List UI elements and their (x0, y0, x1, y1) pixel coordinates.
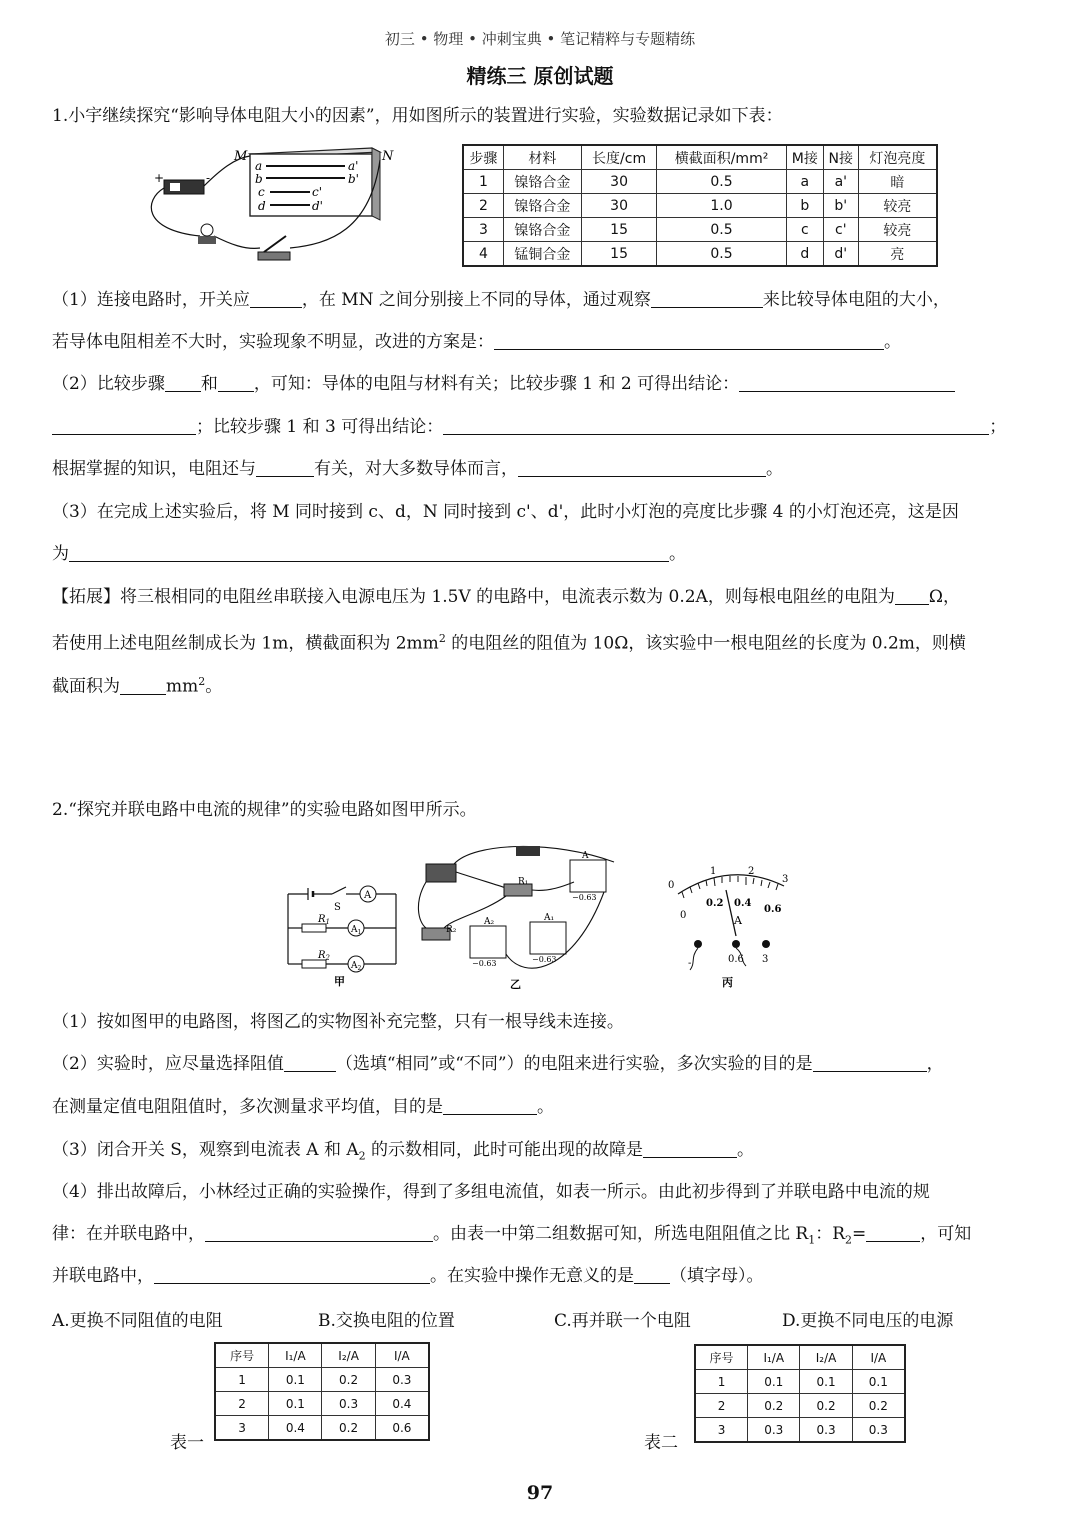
table-cell: 0.5 (657, 242, 787, 267)
text: 。 (766, 459, 783, 479)
table-header: I₁/A (748, 1345, 800, 1370)
r2-label: $R_2$ (318, 950, 330, 962)
q1-part2-line1 (52, 372, 1032, 396)
table-row (463, 218, 937, 242)
table-row (215, 1392, 429, 1416)
q2-part2-line2 (52, 1095, 1032, 1119)
dial-arc (678, 875, 784, 894)
blank[interactable] (250, 289, 302, 308)
blank[interactable] (651, 289, 763, 308)
table-cell: 30 (581, 194, 656, 218)
dial-unit: A (734, 914, 742, 927)
table-header: I₂/A (800, 1345, 852, 1370)
text: Ω， (928, 587, 960, 607)
table-cell: 3 (463, 218, 503, 242)
table-cell: 0.2 (322, 1416, 375, 1441)
switch-label: S (334, 902, 341, 913)
blank[interactable] (165, 373, 201, 392)
resistor-R2 (302, 960, 326, 968)
terminal-0.6 (732, 940, 740, 948)
label-cp: c' (312, 185, 323, 199)
terminal-3-label: 3 (762, 954, 769, 965)
table-cell: 暗 (858, 170, 937, 194)
terminal-minus-label: - (688, 958, 692, 969)
text: ， (926, 1054, 944, 1074)
table-header: 步骤 (463, 145, 503, 170)
wire-battery-lamp (151, 188, 200, 236)
text: （3）闭合开关 S，观察到电流表 A 和 A (52, 1140, 359, 1160)
table-cell: 1 (463, 170, 503, 194)
q2-part4-line1: （4）排出故障后，小林经过正确的实验操作，得到了多组电流值，如表一所示。由此初步得到了并联电路中电流的规 (52, 1182, 930, 1202)
label-N: N (382, 149, 394, 164)
text: ：R (815, 1224, 846, 1244)
q2-stem: 2.“探究并联电路中电流的规律”的实验电路如图甲所示。 (52, 800, 477, 820)
q1-stem: 1.小宇继续探究“影响导体电阻大小的因素”，用如图所示的装置进行实验，实验数据记录如下表： (52, 106, 783, 126)
q2-table2 (694, 1344, 906, 1443)
q1-part3-line2 (52, 542, 1032, 566)
table-cell: 较亮 (858, 218, 937, 242)
text: 来比较导体电阻的大小， (762, 290, 950, 310)
table-header: 材料 (503, 145, 581, 170)
text: 。由表一中第二组数据可知，所选电阻阻值之比 R (433, 1224, 809, 1244)
table1-caption: 表一 (170, 1433, 204, 1453)
text: ，在 MN 之间分别接上不同的导体，通过观察 (301, 290, 651, 310)
resistor-R1 (302, 924, 326, 932)
label-M: M (234, 149, 248, 164)
text: 并联电路中， (52, 1266, 154, 1286)
r1-label: R₁ (518, 877, 529, 887)
subscript: 2 (358, 1149, 366, 1163)
table-header-row (215, 1343, 429, 1368)
text: （2）实验时，应尽量选择阻值 (52, 1054, 284, 1074)
text: （填字母）。 (670, 1266, 764, 1286)
figure-bing-caption: 丙 (722, 976, 733, 989)
page-title: 精练三 原创试题 (466, 64, 614, 88)
table-row (463, 194, 937, 218)
table-row (463, 242, 937, 267)
table-header: 序号 (215, 1343, 269, 1368)
table-row (695, 1418, 905, 1443)
blank[interactable] (256, 458, 314, 477)
label-bp: b' (348, 172, 359, 186)
q1-part3-line1: （3）在完成上述实验后，将 M 同时接到 c、d，N 同时接到 c'、d'，此时小灯泡的亮度比步骤 4 的小灯泡还亮，这是因 (52, 502, 959, 522)
table-cell: 0.3 (800, 1418, 852, 1443)
superscript: 2 (438, 632, 446, 645)
q2-figure-jia (282, 880, 404, 988)
ammeter-A2-label: A₂ (484, 917, 495, 927)
blank[interactable] (518, 458, 766, 477)
board-side (372, 148, 380, 220)
table-row (695, 1394, 905, 1418)
table-header: I/A (852, 1345, 905, 1370)
ammeter-A1-label: $A_1$ (351, 925, 362, 936)
q2-figure-yi (414, 842, 624, 992)
superscript: 2 (198, 675, 206, 688)
ammeter-A-scale: −0.63 (572, 893, 597, 902)
q1-part1-line2 (52, 330, 1032, 354)
dial-ticks (682, 876, 778, 898)
table-header: I₂/A (322, 1343, 375, 1368)
table-header: 横截面积/mm² (657, 145, 787, 170)
blank[interactable] (284, 1053, 336, 1072)
top-scale-0: 0 (668, 880, 675, 891)
table-cell: 2 (463, 194, 503, 218)
text: ； (989, 417, 1007, 437)
bottom-scale-0.2: 0.2 (706, 898, 724, 909)
blank[interactable] (69, 543, 669, 562)
r2-label: R₂ (446, 925, 457, 935)
table-cell: 镍铬合金 (503, 218, 581, 242)
switch-base (258, 252, 290, 260)
table-header: M接 (786, 145, 823, 170)
label-dp: d' (312, 199, 323, 213)
text: = (852, 1224, 867, 1244)
top-scale-3: 3 (782, 874, 789, 885)
terminal-3 (762, 940, 770, 948)
q1-ext-line2 (52, 627, 1032, 656)
q2-part3 (52, 1138, 1032, 1168)
option-c: C.再并联一个电阻 (554, 1311, 691, 1331)
table-cell: 0.2 (800, 1394, 852, 1418)
blank[interactable] (494, 331, 884, 350)
text: （1）连接电路时，开关应 (52, 290, 250, 310)
table-cell: b' (823, 194, 858, 218)
q2-table1 (214, 1342, 430, 1441)
option-b: B.交换电阻的位置 (318, 1311, 455, 1331)
option-a: A.更换不同阻值的电阻 (52, 1311, 223, 1331)
battery (426, 864, 456, 882)
wire-lamp-switch (214, 236, 260, 248)
table-cell: 0.3 (375, 1368, 429, 1392)
table-cell: 锰铜合金 (503, 242, 581, 267)
label-minus: - (206, 171, 211, 185)
text: 和 (200, 374, 218, 394)
text: 截面积为 (52, 676, 120, 697)
ammeter-A-label: A (364, 890, 372, 901)
text: ；比较步骤 1 和 3 可得出结论： (196, 417, 444, 437)
figure-jia-caption: 甲 (334, 975, 345, 988)
table-cell: 0.2 (748, 1394, 800, 1418)
ammeter-A1-label: A₁ (544, 913, 555, 923)
subscript: 1 (808, 1233, 816, 1247)
ammeter-A2-label: $A_2$ (351, 961, 362, 972)
table-cell: 1.0 (657, 194, 787, 218)
table-cell: 0.5 (657, 170, 787, 194)
label-ap: a' (348, 159, 359, 173)
top-scale-1: 1 (710, 866, 717, 877)
text: （2）比较步骤 (52, 374, 165, 394)
table-cell: 0.4 (269, 1416, 322, 1441)
text: 。 (537, 1097, 554, 1117)
table-cell: 0.3 (748, 1418, 800, 1443)
ammeter-A2-scale: −0.63 (472, 959, 497, 968)
table-cell: 2 (695, 1394, 748, 1418)
battery-cell (170, 183, 180, 191)
table-cell: 0.1 (852, 1370, 905, 1394)
table-cell: 3 (695, 1418, 748, 1443)
label-c: c (258, 185, 265, 199)
blank[interactable] (739, 373, 955, 392)
bottom-scale-0: 0 (680, 910, 687, 921)
table-cell: 0.2 (852, 1394, 905, 1418)
table-header: 长度/cm (581, 145, 656, 170)
figure-yi-caption: 乙 (510, 978, 521, 991)
text: ，可知 (920, 1224, 972, 1244)
table-header: 灯泡亮度 (858, 145, 937, 170)
table2-caption: 表二 (644, 1433, 678, 1453)
table-cell: 0.4 (375, 1392, 429, 1416)
text: mm (166, 676, 199, 697)
table-cell: b (786, 194, 823, 218)
blank[interactable] (120, 676, 166, 695)
text: 在测量定值电阻阻值时，多次测量求平均值，目的是 (52, 1097, 443, 1117)
ammeter-A-label: A (582, 851, 589, 861)
table-row (215, 1368, 429, 1392)
table-cell: 0.1 (269, 1392, 322, 1416)
q2-part1: （1）按如图甲的电路图，将图乙的实物图补充完整，只有一根导线未连接。 (52, 1012, 624, 1032)
terminal-0.6-label: 0.6 (728, 954, 744, 965)
table-row (215, 1416, 429, 1441)
blank[interactable] (218, 373, 254, 392)
blank[interactable] (634, 1265, 670, 1284)
table-cell: 4 (463, 242, 503, 267)
table-cell: 1 (215, 1368, 269, 1392)
q2-figure-bing (660, 862, 800, 992)
q2-part4-line3 (52, 1264, 1032, 1288)
blank[interactable] (443, 1096, 537, 1115)
text: 【拓展】将三根相同的电阻丝串联接入电源电压为 1.5V 的电路中，电流表示数为 0.2A，则每根电阻丝的电阻为 (52, 587, 895, 607)
q1-ext-line3 (52, 670, 1032, 699)
table-cell: 15 (581, 242, 656, 267)
text: 律：在并联电路中， (52, 1224, 205, 1244)
table-cell: 30 (581, 170, 656, 194)
table-cell: 0.1 (800, 1370, 852, 1394)
text: 。 (737, 1140, 755, 1160)
table-cell: 0.3 (322, 1392, 375, 1416)
table-cell: c (786, 218, 823, 242)
text: 的电阻丝的阻值为 10Ω，该实验中一根电阻丝的长度为 0.2m，则横 (445, 633, 966, 654)
terminal-minus (694, 940, 702, 948)
table-cell: d (786, 242, 823, 267)
text: 若导体电阻相差不大时，实验现象不明显，改进的方案是： (52, 332, 494, 352)
table-cell: 15 (581, 218, 656, 242)
blank[interactable] (52, 416, 196, 435)
switch-symbol (332, 887, 346, 894)
table-cell: 镍铬合金 (503, 194, 581, 218)
text: 若使用上述电阻丝制成长为 1m，横截面积为 2mm (52, 633, 439, 654)
dial-pointer (726, 890, 736, 936)
blank[interactable] (205, 1223, 433, 1242)
page-header: 初三 • 物理 • 冲刺宝典 • 笔记精粹与专题精练 (384, 30, 696, 48)
label-d: d (258, 199, 266, 213)
blank[interactable] (154, 1265, 430, 1284)
blank[interactable] (443, 416, 989, 435)
lamp-bulb (201, 224, 213, 236)
table-cell: a (786, 170, 823, 194)
blank[interactable] (866, 1223, 920, 1242)
text: 为 (52, 544, 69, 564)
table-cell: 0.5 (657, 218, 787, 242)
label-b: b (255, 172, 263, 186)
q2-part2-line1 (52, 1052, 1032, 1076)
table-cell: 0.3 (852, 1418, 905, 1443)
text: 。 (205, 676, 223, 697)
label-a: a (255, 159, 263, 173)
text: 。 (669, 544, 686, 564)
table-row (463, 170, 937, 194)
switch (516, 846, 540, 856)
table-header: I₁/A (269, 1343, 322, 1368)
table-cell: d' (823, 242, 858, 267)
text: 。在实验中操作无意义的是 (430, 1266, 634, 1286)
ammeter-A2 (470, 926, 506, 958)
text: （选填“相同”或“不同”）的电阻来进行实验，多次实验的目的是 (335, 1054, 813, 1074)
table-cell: 0.1 (269, 1368, 322, 1392)
text: 根据掌握的知识，电阻还与 (52, 459, 256, 479)
q1-part2-line3 (52, 457, 1032, 481)
table-header-row (463, 145, 937, 170)
switch-lever (264, 236, 286, 252)
table-cell: 0.6 (375, 1416, 429, 1441)
lamp-base (198, 236, 216, 244)
blank[interactable] (813, 1053, 927, 1072)
label-plus: + (154, 171, 165, 185)
table-cell: a' (823, 170, 858, 194)
q1-circuit-figure (140, 140, 400, 270)
blank[interactable] (643, 1139, 737, 1158)
q1-part2-line2 (52, 415, 1032, 439)
table-row (695, 1370, 905, 1394)
text: 。 (884, 332, 901, 352)
ammeter-A1-scale: −0.63 (532, 955, 557, 964)
table-header: N接 (823, 145, 858, 170)
ammeter-A (570, 860, 606, 892)
table-cell: 1 (695, 1370, 748, 1394)
table-cell: 0.2 (322, 1368, 375, 1392)
table-cell: 较亮 (858, 194, 937, 218)
table-header: I/A (375, 1343, 429, 1368)
text: ，可知：导体的电阻与材料有关；比较步骤 1 和 2 可得出结论： (253, 374, 740, 394)
subscript: 2 (845, 1233, 853, 1247)
q2-part4-line2 (52, 1222, 1032, 1252)
table-cell: 3 (215, 1416, 269, 1441)
table-cell: c' (823, 218, 858, 242)
page-number: 97 (526, 1482, 554, 1504)
text: 有关，对大多数导体而言， (314, 459, 518, 479)
bottom-scale-0.6: 0.6 (764, 904, 782, 915)
top-scale-2: 2 (748, 866, 755, 877)
table-cell: 亮 (858, 242, 937, 267)
table-header-row (695, 1345, 905, 1370)
table-cell: 0.1 (748, 1370, 800, 1394)
blank[interactable] (895, 586, 929, 605)
r1-label: $R_1$ (318, 914, 330, 926)
table-cell: 2 (215, 1392, 269, 1416)
ammeter-A1 (530, 922, 566, 954)
q1-ext-line1 (52, 585, 1032, 609)
q1-part1-line1 (52, 288, 1032, 312)
table-cell: 镍铬合金 (503, 170, 581, 194)
bottom-scale-0.4: 0.4 (734, 898, 752, 909)
text: 的示数相同，此时可能出现的故障是 (365, 1140, 644, 1160)
table-header: 序号 (695, 1345, 748, 1370)
q1-data-table (462, 144, 938, 267)
option-d: D.更换不同电压的电源 (782, 1311, 954, 1331)
